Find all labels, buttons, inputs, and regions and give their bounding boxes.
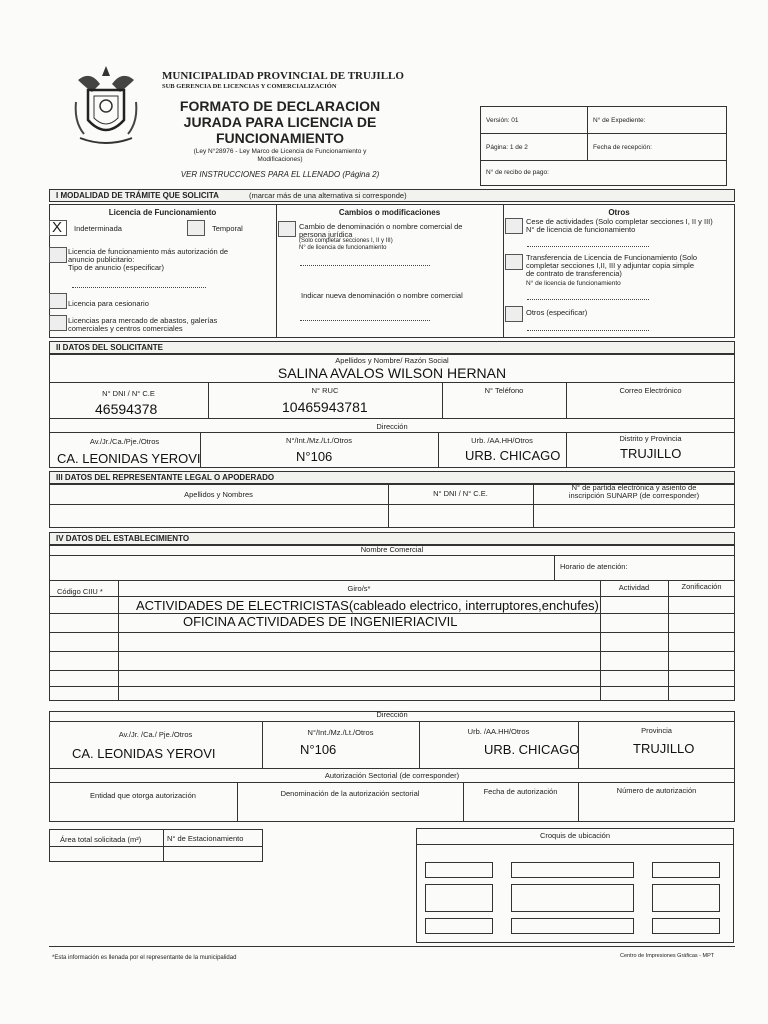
est-urb-value: URB. CHICAGO	[484, 742, 580, 757]
section4-title: IV DATOS DEL ESTABLECIMIENTO	[56, 534, 190, 543]
direccion-label: Dirección	[376, 422, 408, 431]
otros-header: Otros	[608, 208, 630, 217]
est-av-value: CA. LEONIDAS YEROVI	[72, 746, 216, 761]
mercado-label-1: Licencias para mercado de abastos, galerías	[68, 316, 218, 325]
croquis-block	[425, 862, 493, 878]
av-label: Av./Jr./Ca./Pje./Otros	[89, 437, 160, 446]
form-title-line2: JURADA PARA LICENCIA DE	[183, 114, 377, 130]
cambio-label-2: persona jurídica	[299, 230, 353, 239]
temporal-label: Temporal	[212, 224, 243, 233]
zonificacion-label: Zonificación	[681, 582, 722, 591]
av-value: CA. LEONIDAS YEROVI	[57, 451, 201, 466]
croquis-block	[511, 884, 634, 912]
fecha-autorizacion-label: Fecha de autorización	[483, 787, 558, 796]
croquis-block	[425, 918, 493, 934]
law-reference: (Ley N°28976 - Ley Marco de Licencia de Funcionamiento y	[193, 148, 367, 155]
croquis-block	[652, 884, 720, 912]
urb-value: URB. CHICAGO	[465, 448, 561, 463]
email-label: Correo Electrónico	[619, 386, 682, 395]
otros-checkbox[interactable]	[505, 306, 523, 322]
nombre-comercial-label: Nombre Comercial	[360, 545, 424, 554]
est-provincia-value: TRUJILLO	[633, 741, 695, 756]
section3-title: III DATOS DEL REPRESENTANTE LEGAL O APODERADO	[56, 473, 275, 482]
estacionamiento-label: N° de Estacionamiento	[167, 834, 244, 843]
num-value: N°106	[296, 449, 333, 464]
est-av-label: Av./Jr. /Ca./ Pje./Otros	[118, 730, 193, 739]
est-urb-label: Urb. /AA.HH/Otros	[467, 727, 530, 736]
cambio-denominacion-checkbox[interactable]	[278, 221, 296, 237]
ruc-value: 10465943781	[282, 399, 368, 415]
giro-2: OFICINA ACTIVIDADES DE INGENIERIACIVIL	[183, 614, 458, 629]
municipality-name: MUNICIPALIDAD PROVINCIAL DE TRUJILLO	[162, 70, 404, 82]
est-provincia-label: Provincia	[641, 726, 672, 735]
page-label: Página: 1 de 2	[486, 144, 528, 151]
numero-autorizacion-label: Número de autorización	[616, 786, 697, 795]
croquis-block	[425, 884, 493, 912]
partida-label-2: inscripción SUNARP (de corresponder)	[568, 491, 700, 500]
anuncio-label-1: Licencia de funcionamiento más autorización de	[68, 247, 229, 256]
instructions-note: VER INSTRUCCIONES PARA EL LLENADO (Página 2)	[180, 170, 380, 179]
num-label: N°/Int./Mz./Lt./Otros	[286, 436, 352, 445]
cesionario-checkbox[interactable]	[49, 293, 67, 309]
croquis-block	[511, 862, 634, 878]
entidad-label: Entidad que otorga autorización	[90, 791, 196, 800]
distrito-label: Distrito y Provincia	[619, 434, 682, 443]
anuncio-checkbox[interactable]	[49, 247, 67, 263]
cese-checkbox[interactable]	[505, 218, 523, 234]
autorizacion-sectorial-label: Autorización Sectorial (de corresponder)	[324, 771, 460, 780]
transferencia-checkbox[interactable]	[505, 254, 523, 270]
partida-label-1: N° de partida electrónica y asiento de	[571, 483, 697, 492]
cese-label-1: Cese de actividades (Solo completar secciones I, II y III)	[526, 217, 713, 226]
subgerencia-name: SUB GERENCIA DE LICENCIAS Y COMERCIALIZACIÓN	[162, 83, 337, 90]
section1-note: (marcar más de una alternativa si corresponde)	[249, 191, 407, 200]
applicant-name: SALINA AVALOS WILSON HERNAN	[277, 365, 507, 381]
ruc-label: N° RUC	[311, 386, 339, 395]
mercado-checkbox[interactable]	[49, 315, 67, 331]
footer-note: *Esta información es llenada por el representante de la municipalidad	[52, 955, 237, 961]
croquis-label: Croquis de ubicación	[539, 831, 611, 840]
form-title-line1: FORMATO DE DECLARACION	[179, 98, 381, 114]
law-reference-2: Modificaciones)	[257, 156, 303, 163]
nueva-denominacion-label: Indicar nueva denominación o nombre comercial	[301, 291, 463, 300]
transf-label-4: N° de licencia de funcionamiento	[526, 280, 621, 287]
name-label: Apellidos y Nombre/ Razón Social	[335, 356, 449, 365]
fecha-recepcion-label: Fecha de recepción:	[593, 144, 652, 151]
recibo-label: N° de recibo de pago:	[486, 169, 549, 176]
representante-names-label: Apellidos y Nombres	[184, 490, 253, 499]
cambios-header: Cambios o modificaciones	[338, 208, 441, 217]
version-label: Versión: 01	[486, 117, 519, 124]
urb-label: Urb. /AA.HH/Otros	[471, 436, 533, 445]
expediente-label: N° de Expediente:	[593, 117, 646, 124]
cese-label-2: N° de licencia de funcionamiento	[526, 225, 636, 234]
transf-label-3: de contrato de transferencia)	[526, 269, 622, 278]
croquis-block	[652, 862, 720, 878]
indeterminada-label: Indeterminada	[74, 224, 122, 233]
cambio-label-1: Cambio de denominación o nombre comercial de	[299, 222, 463, 231]
cambio-label-3: (Solo completar secciones I, II y III)	[299, 238, 393, 244]
telefono-label: N° Teléfono	[484, 386, 524, 395]
cambio-label-4: N° de licencia de funcionamiento	[299, 245, 387, 251]
ciiu-label: Código CIIU *	[57, 587, 103, 596]
representante-dni-label: N° DNI / N° C.E.	[433, 489, 488, 498]
coat-of-arms-logo	[70, 62, 142, 146]
croquis-block	[652, 918, 720, 934]
dni-label: N° DNI / N° C.E	[102, 389, 155, 398]
est-direccion-label: Dirección	[376, 710, 408, 719]
dni-value: 46594378	[95, 401, 158, 417]
checkbox-mark: X	[52, 219, 63, 236]
section2-title: II DATOS DEL SOLICITANTE	[56, 343, 163, 352]
anuncio-label-2: anuncio publicitario:	[68, 255, 135, 264]
horario-label: Horario de atención:	[560, 562, 628, 571]
est-num-label: N°/Int./Mz./Lt./Otros	[307, 728, 374, 737]
printer-credit: Centro de Impresiones Gráficas - MPT	[620, 953, 715, 959]
anuncio-label-3: Tipo de anuncio (especificar)	[68, 263, 165, 272]
denominacion-label: Denominación de la autorización sectorial	[280, 789, 420, 798]
mercado-label-2: comerciales y centros comerciales	[68, 324, 183, 333]
est-num-value: N°106	[300, 742, 337, 757]
section1-title: I MODALIDAD DE TRÁMITE QUE SOLICITA	[56, 191, 219, 200]
cesionario-label: Licencia para cesionario	[68, 299, 149, 308]
distrito-value: TRUJILLO	[620, 446, 682, 461]
giro-1: ACTIVIDADES DE ELECTRICISTAS(cableado electrico, interruptores,enchufes)	[136, 598, 599, 613]
form-title-line3: FUNCIONAMIENTO	[215, 130, 345, 146]
transf-label-2: completar secciones I,II, III y adjuntar copia simple	[526, 261, 694, 270]
giros-label: Giro/s*	[347, 584, 371, 593]
temporal-checkbox[interactable]	[187, 220, 205, 236]
transf-label-1: Transferencia de Licencia de Funcionamiento (Solo	[526, 253, 698, 262]
croquis-block	[511, 918, 634, 934]
actividad-label: Actividad	[618, 583, 650, 592]
otros-especificar-label: Otros (especificar)	[526, 308, 588, 317]
area-label: Área total solicitada (m²)	[60, 835, 142, 844]
licencia-header: Licencia de Funcionamiento	[108, 208, 217, 217]
